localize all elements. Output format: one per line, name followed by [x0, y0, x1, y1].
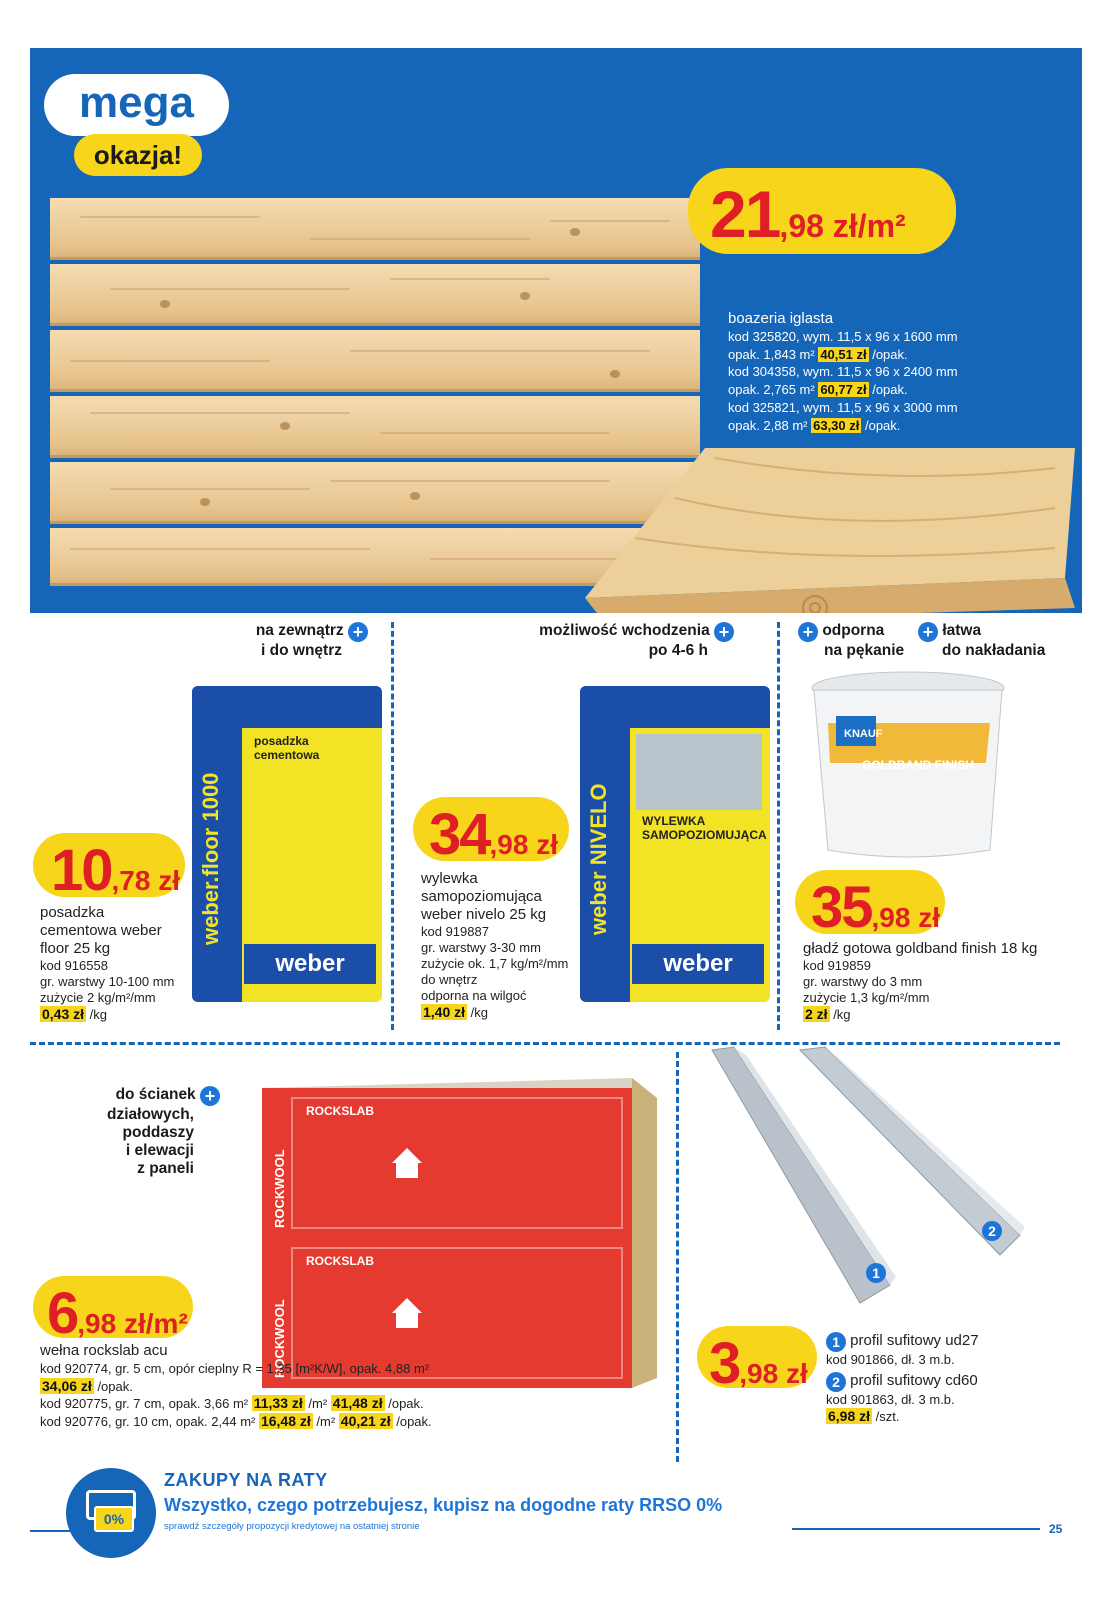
weber-nivelo-bag-image	[580, 686, 770, 1002]
installments-subtitle: Wszystko, czego potrzebujesz, kupisz na dogodne raty RRSO 0%	[164, 1495, 723, 1515]
knauf-bucket-image	[808, 668, 1008, 858]
bag-label: WYLEWKA SAMOPOZIOMUJĄCA	[642, 814, 767, 842]
feature-outdoor-indoor: na zewnątrz + i do wnętrz	[220, 622, 368, 660]
plus-icon: +	[918, 622, 938, 642]
variant-line: kod 325820, wym. 11,5 x 96 x 1600 mm	[728, 328, 958, 344]
nivelo-price-tag: 34,98 zł	[413, 797, 569, 861]
feature-uses: do ścianek + działowych, poddaszy i elewacji z paneli	[80, 1086, 220, 1178]
number-2-icon: 2	[826, 1372, 846, 1392]
unit-price: 0,43 zł	[42, 1006, 85, 1022]
divider	[777, 622, 780, 1030]
divider	[391, 622, 394, 1030]
unit-price: 6,98 zł	[828, 1408, 871, 1424]
pack-price: 63,30 zł	[813, 417, 860, 433]
welna-details: wełna rockslab acu kod 920774, gr. 5 cm, opór cieplny R = 1,35 [m²K/W], opak. 4,88 m² 34,06 zł /opak. kod 920775, gr. 7 cm, opak. 3,66 m² 11,33 zł /m² 41,48 zł /opak. kod 920776, gr. 10 cm, opak. 2,44 m² 16,48 zł /m² 40,21 zł /opak.	[40, 1342, 432, 1429]
welna-price-tag: 6,98 zł/m²	[33, 1276, 193, 1338]
nivelo-details: wylewka samopoziomująca weber nivelo 25 kg kod 919887 gr. warstwy 3-30 mm zużycie ok. 1,7 kg/m²/mm do wnętrz odporna na wilgoć 1,40 zł /kg	[421, 870, 569, 1020]
plus-icon: +	[714, 622, 734, 642]
knauf-logo: KNAUF	[844, 728, 883, 740]
weber-logo: weber	[244, 944, 376, 984]
pack-price: 41,48 zł	[332, 1395, 383, 1411]
plus-icon: +	[200, 1086, 220, 1106]
weber-floor-bag-image	[192, 686, 382, 1002]
plus-icon: +	[798, 622, 818, 642]
unit-price: 1,40 zł	[423, 1004, 466, 1020]
installments-note: sprawdź szczegóły propozycji kredytowej na ostatniej stronie	[164, 1521, 420, 1532]
rockwool-logo: ROCKWOOL	[272, 1149, 287, 1228]
bucket-label: GOLDBAND FINISH	[862, 758, 974, 772]
panel-board	[50, 330, 700, 392]
m2-price: 11,33 zł	[253, 1395, 303, 1411]
installments-title: ZAKUPY NA RATY	[164, 1470, 328, 1490]
floor-details: posadzka cementowa weber floor 25 kg kod 916558 gr. warstwy 10-100 mm zużycie 2 kg/m²/mm 0,43 zł /kg	[40, 904, 175, 1022]
hero-product-details	[728, 310, 958, 435]
variant-line: kod 325821, wym. 11,5 x 96 x 3000 mm	[728, 399, 958, 415]
variant-line: kod 304358, wym. 11,5 x 96 x 2400 mm	[728, 364, 958, 380]
panel-board	[50, 198, 700, 260]
bag-brand: weber NIVELO	[586, 783, 611, 935]
footer-rule	[792, 1528, 1040, 1530]
product-name: boazeria iglasta	[728, 310, 834, 327]
feature-walkable: możliwość wchodzenia + po 4-6 h	[500, 622, 734, 660]
variant-price-line: opak. 2,88 m² 63,30 zł /opak.	[728, 417, 901, 433]
divider	[676, 1052, 679, 1462]
plus-icon: +	[348, 622, 368, 642]
mega-badge: mega	[44, 74, 229, 136]
feature-crack-resistant: + odporna na pękanie	[798, 622, 908, 660]
pack-label: ROCKSLAB	[306, 1254, 374, 1268]
marker-1: 1	[866, 1263, 886, 1283]
variant-price-line: opak. 2,765 m² 60,77 zł /opak.	[728, 382, 908, 398]
feature-easy-apply: + łatwa do nakładania	[918, 622, 1060, 660]
pack-label: ROCKSLAB	[306, 1104, 374, 1118]
profil-details: 1 profil sufitowy ud27 kod 901866, dł. 3 m.b. 2 profil sufitowy cd60 kod 901863, dł. 3 m.b. 6,98 zł /szt.	[826, 1332, 979, 1424]
page-number: 25	[1049, 1522, 1063, 1536]
floor-price-tag: 10,78 zł	[33, 833, 185, 897]
rockwool-logo: ROCKWOOL	[272, 1299, 287, 1378]
pack-price: 40,51 zł	[820, 346, 867, 362]
footer-rule	[30, 1530, 70, 1532]
zero-percent-label: 0%	[94, 1506, 134, 1532]
number-1-icon: 1	[826, 1332, 846, 1352]
unit-price: 2 zł	[805, 1006, 828, 1022]
variant-price-line: opak. 1,843 m² 40,51 zł /opak.	[728, 346, 908, 362]
pine-board-profile-image	[585, 448, 1082, 613]
hero-price-tag: 21,98 zł/m²	[688, 168, 956, 254]
bag-brand: weber.floor 1000	[198, 772, 223, 946]
pack-price: 60,77 zł	[820, 382, 867, 398]
bag-label: posadzka cementowa	[254, 734, 320, 762]
marker-2: 2	[982, 1221, 1002, 1241]
gladz-details: gładź gotowa goldband finish 18 kg kod 919859 gr. warstwy do 3 mm zużycie 1,3 kg/m²/mm 2 zł /kg	[803, 940, 1038, 1022]
ceiling-profiles-image	[700, 1045, 1060, 1315]
profil-price-tag: 3,98 zł	[697, 1326, 817, 1388]
pack-price: 34,06 zł	[42, 1377, 92, 1394]
m2-price: 16,48 zł	[260, 1412, 311, 1429]
okazja-badge: okazja!	[74, 134, 202, 176]
installments-icon	[66, 1468, 156, 1558]
weber-logo: weber	[632, 944, 764, 984]
pack-price: 40,21 zł	[340, 1412, 391, 1429]
gladz-price-tag: 35,98 zł	[795, 870, 945, 934]
panel-board	[50, 264, 700, 326]
